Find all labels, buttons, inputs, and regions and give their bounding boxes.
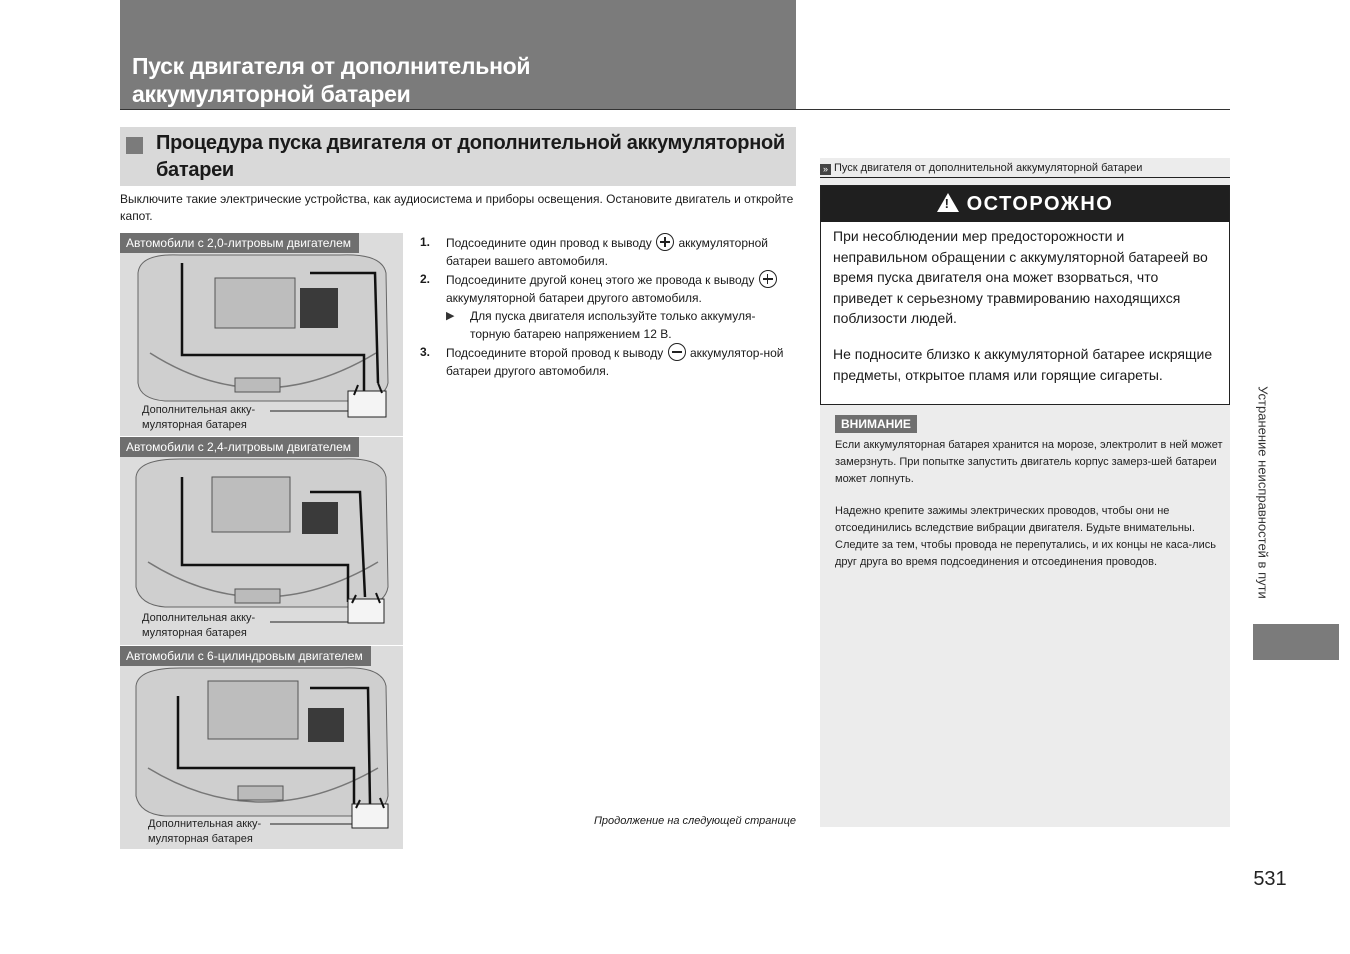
page-number: 531 bbox=[1253, 868, 1287, 890]
section-title: Процедура пуска двигателя от дополнительной аккумуляторной батареи bbox=[156, 132, 785, 181]
figure-label: Автомобили с 2,0-литровым двигателем bbox=[120, 233, 359, 253]
warning-title: ОСТОРОЖНО bbox=[966, 193, 1114, 215]
warning-box bbox=[820, 185, 1230, 405]
figure-label: Автомобили с 6-цилиндровым двигателем bbox=[120, 646, 371, 666]
figure-label: Автомобили с 2,4-литровым двигателем bbox=[120, 437, 359, 457]
section-square-icon bbox=[126, 137, 143, 154]
figure-engine-2-4 bbox=[120, 437, 403, 645]
step-text: аккумуляторной батареи вашего автомобиля. bbox=[446, 236, 769, 268]
step-text: аккумуляторной батареи другого автомобиля. bbox=[446, 291, 702, 305]
step-note bbox=[446, 307, 792, 343]
section-heading bbox=[120, 127, 796, 186]
chapter-tab-text: Устранение неисправностей в пути bbox=[1255, 386, 1271, 599]
figure-caption: Дополнительная акку- муляторная батарея bbox=[142, 612, 256, 639]
figure-engine-6-cyl bbox=[120, 646, 403, 849]
warning-paragraph: Не подносите близко к аккумуляторной батарее искрящие предметы, открытое пламя или горящие сигареты. bbox=[833, 346, 1213, 383]
step-number: 3. bbox=[420, 345, 431, 359]
intro-text: Выключите такие электрические устройства, как аудиосистема и приборы освещения. Остановите двигатель и откройте капот. bbox=[120, 192, 794, 223]
warning-paragraph: При несоблюдении мер предосторожности и неправильном обращении с аккумуляторной батареей во время пуска двигателя она может взорваться, что приведет к серьезному травмированию находящихся поблизости людей. bbox=[833, 228, 1208, 326]
step-text: аккумулятор-ной батареи другого автомобиля. bbox=[446, 346, 784, 378]
arrow-right-icon: ▶ bbox=[446, 310, 455, 322]
step-note-text: Для пуска двигателя используйте только аккумуля-торную батарею напряжением 12 В. bbox=[470, 309, 756, 341]
step-text: Подсоедините второй провод к выводу bbox=[446, 346, 664, 360]
chapter-header bbox=[120, 0, 796, 109]
notice-paragraph: Если аккумуляторная батарея хранится на морозе, электролит в ней может замерзнуть. При попытке запустить двигатель корпус замерз-шей батареи может лопнуть. bbox=[835, 439, 1223, 485]
cross-reference bbox=[820, 158, 1230, 178]
chapter-side-tab bbox=[1248, 380, 1278, 620]
plus-terminal-icon bbox=[656, 233, 674, 251]
continued-note: Продолжение на следующей странице bbox=[593, 815, 796, 827]
minus-terminal-icon bbox=[668, 343, 686, 361]
cross-reference-text: Пуск двигателя от дополнительной аккумуляторной батареи bbox=[834, 162, 1143, 174]
step-number: 2. bbox=[420, 272, 431, 286]
notice-paragraph: Надежно крепите зажимы электрических проводов, чтобы они не отсоединились вследствие вибрации двигателя. Будьте внимательны. Следите за тем, чтобы провода не перепутались, и их концы не каса-лись друг друга во время подсоединения и отсоединения проводов. bbox=[835, 505, 1216, 568]
warning-triangle-icon: ! bbox=[937, 193, 959, 212]
chapter-tab-marker bbox=[1253, 624, 1339, 660]
steps-list bbox=[420, 233, 792, 380]
header-rule bbox=[120, 109, 1230, 110]
figure-caption: Дополнительная акку- муляторная батарея bbox=[148, 818, 262, 845]
step-number: 1. bbox=[420, 235, 431, 249]
warning-header bbox=[821, 186, 1229, 222]
figure-caption: Дополнительная акку- муляторная батарея bbox=[142, 404, 256, 431]
plus-terminal-icon bbox=[759, 270, 777, 288]
page-title: Пуск двигателя от дополнительной аккумуляторной батареи bbox=[132, 53, 531, 107]
step-item bbox=[420, 233, 792, 270]
step-item bbox=[420, 343, 792, 380]
reference-arrow-icon: » bbox=[820, 164, 831, 175]
step-text: Подсоедините другой конец этого же провода к выводу bbox=[446, 273, 755, 287]
figure-engine-2-0 bbox=[120, 233, 403, 436]
step-text: Подсоедините один провод к выводу bbox=[446, 236, 652, 250]
notice-badge: ВНИМАНИЕ bbox=[835, 415, 917, 433]
step-item bbox=[420, 270, 792, 343]
